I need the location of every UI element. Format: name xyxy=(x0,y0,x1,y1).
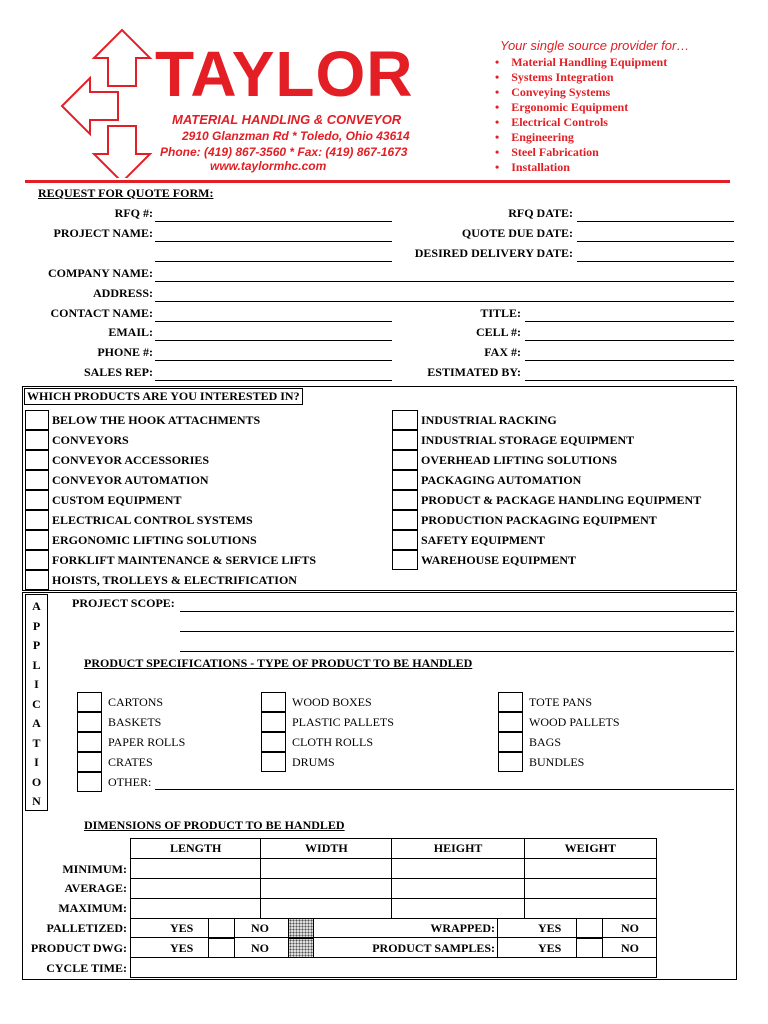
samples-yes: YES xyxy=(538,941,562,955)
product-checkbox[interactable] xyxy=(392,430,418,450)
cycle-time-label: CYCLE TIME: xyxy=(46,961,127,975)
fax-label: FAX #: xyxy=(484,345,521,359)
product-label: ERGONOMIC LIFTING SOLUTIONS xyxy=(52,533,257,547)
palletized-no-checkbox[interactable] xyxy=(288,918,314,938)
product-label: BELOW THE HOOK ATTACHMENTS xyxy=(52,413,261,427)
service-item: • Ergonomic Equipment xyxy=(495,100,629,114)
product-label: CONVEYOR AUTOMATION xyxy=(52,473,209,487)
title-field[interactable] xyxy=(525,321,734,322)
spec-label: BAGS xyxy=(529,735,562,749)
project-name-field-2[interactable] xyxy=(155,261,392,262)
table-row xyxy=(131,879,657,899)
product-checkbox[interactable] xyxy=(392,510,418,530)
spec-label: DRUMS xyxy=(292,755,335,769)
row-label-maximum: MAXIMUM: xyxy=(58,901,127,915)
address-field[interactable] xyxy=(155,301,734,302)
product-checkbox[interactable] xyxy=(25,410,49,430)
estimated-by-label: ESTIMATED BY: xyxy=(427,365,521,379)
product-label: OVERHEAD LIFTING SOLUTIONS xyxy=(421,453,618,467)
product-checkbox[interactable] xyxy=(25,530,49,550)
service-item: • Installation xyxy=(495,160,570,174)
dim-col-header: HEIGHT xyxy=(392,839,524,859)
dim-cell[interactable] xyxy=(131,859,261,879)
quote-due-field[interactable] xyxy=(577,241,734,242)
tagline: Your single source provider for… xyxy=(500,38,690,53)
spec-label: CARTONS xyxy=(108,695,164,709)
side-letter: L xyxy=(32,657,41,672)
spec-label: CRATES xyxy=(108,755,153,769)
product-checkbox[interactable] xyxy=(25,490,49,510)
product-checkbox[interactable] xyxy=(392,450,418,470)
spec-label: WOOD PALLETS xyxy=(529,715,620,729)
dim-cell[interactable] xyxy=(392,859,524,879)
delivery-date-field[interactable] xyxy=(577,261,734,262)
products-heading: WHICH PRODUCTS ARE YOU INTERESTED IN? xyxy=(24,388,303,405)
dwg-yes-checkbox[interactable] xyxy=(208,938,235,958)
dim-cell[interactable] xyxy=(261,859,392,879)
dim-cell[interactable] xyxy=(524,879,656,899)
rfq-number-label: RFQ #: xyxy=(114,206,153,220)
product-checkbox[interactable] xyxy=(392,410,418,430)
dwg-yes: YES xyxy=(170,941,194,955)
side-letter: P xyxy=(32,618,41,633)
product-checkbox[interactable] xyxy=(25,430,49,450)
product-label: WAREHOUSE EQUIPMENT xyxy=(421,553,577,567)
services-list xyxy=(495,55,667,175)
product-checkbox[interactable] xyxy=(392,550,418,570)
table-row xyxy=(131,859,657,879)
product-label: FORKLIFT MAINTENANCE & SERVICE LIFTS xyxy=(52,553,317,567)
palletized-no: NO xyxy=(251,921,269,935)
phone-label: PHONE #: xyxy=(97,345,153,359)
dim-cell[interactable] xyxy=(261,879,392,899)
quote-due-label: QUOTE DUE DATE: xyxy=(461,226,573,240)
product-checkbox[interactable] xyxy=(25,470,49,490)
product-label: HOISTS, TROLLEYS & ELECTRIFICATION xyxy=(52,573,297,587)
project-name-field[interactable] xyxy=(155,241,392,242)
spec-checkbox[interactable] xyxy=(261,712,286,732)
service-item: • Material Handling Equipment xyxy=(495,55,668,69)
product-checkbox[interactable] xyxy=(392,470,418,490)
product-checkbox[interactable] xyxy=(392,490,418,510)
other-field[interactable] xyxy=(155,789,734,790)
side-letter: C xyxy=(32,696,41,711)
product-label: INDUSTRIAL STORAGE EQUIPMENT xyxy=(421,433,635,447)
product-checkbox[interactable] xyxy=(25,570,49,590)
dim-cell[interactable] xyxy=(261,899,392,919)
side-letter: A xyxy=(32,599,41,613)
product-checkbox[interactable] xyxy=(25,450,49,470)
spec-checkbox[interactable] xyxy=(498,732,523,752)
product-label: CONVEYORS xyxy=(52,433,129,447)
service-item: • Steel Fabrication xyxy=(495,145,599,159)
spec-checkbox[interactable] xyxy=(77,732,102,752)
spec-label: WOOD BOXES xyxy=(292,695,372,709)
spec-checkbox[interactable] xyxy=(498,752,523,772)
palletized-yes: YES xyxy=(170,921,194,935)
sales-rep-label: SALES REP: xyxy=(83,365,153,379)
project-name-label: PROJECT NAME: xyxy=(53,226,153,240)
product-label: CONVEYOR ACCESSORIES xyxy=(52,453,210,467)
dim-col-header: WIDTH xyxy=(261,839,392,859)
header-divider xyxy=(25,180,730,183)
spec-label: PAPER ROLLS xyxy=(108,735,186,749)
spec-checkbox[interactable] xyxy=(498,712,523,732)
other-label: OTHER: xyxy=(108,775,152,789)
company-name-label: COMPANY NAME: xyxy=(48,266,153,280)
logo xyxy=(60,28,460,178)
dim-col-header: LENGTH xyxy=(131,839,261,859)
product-label: PACKAGING AUTOMATION xyxy=(421,473,582,487)
dwg-no: NO xyxy=(251,941,269,955)
fax-field[interactable] xyxy=(525,360,734,361)
email-field[interactable] xyxy=(155,340,392,341)
side-letter: I xyxy=(34,755,39,769)
row-label-minimum: MINIMUM: xyxy=(62,862,127,876)
dim-heading: DIMENSIONS OF PRODUCT TO BE HANDLED xyxy=(84,818,345,832)
dwg-no-checkbox[interactable] xyxy=(288,938,314,958)
email-label: EMAIL: xyxy=(108,325,153,339)
project-scope-field-3[interactable] xyxy=(180,651,734,652)
side-letter: P xyxy=(32,638,41,652)
spec-label: BUNDLES xyxy=(529,755,585,769)
product-label: PRODUCTION PACKAGING EQUIPMENT xyxy=(421,513,657,527)
spec-label: BASKETS xyxy=(108,715,162,729)
dim-col-header: WEIGHT xyxy=(524,839,656,859)
product-label: CUSTOM EQUIPMENT xyxy=(52,493,182,507)
product-checkbox[interactable] xyxy=(25,510,49,530)
dim-cell[interactable] xyxy=(524,899,656,919)
product-label: SAFETY EQUIPMENT xyxy=(421,533,545,547)
palletized-yes-checkbox[interactable] xyxy=(208,918,235,938)
title-label: TITLE: xyxy=(480,306,521,320)
address-label: ADDRESS: xyxy=(92,286,153,300)
spec-checkbox[interactable] xyxy=(77,772,102,792)
project-scope-field[interactable] xyxy=(180,611,734,612)
phone-field[interactable] xyxy=(155,360,392,361)
dimensions-table xyxy=(130,838,657,919)
side-letter: T xyxy=(32,735,41,750)
product-label: ELECTRICAL CONTROL SYSTEMS xyxy=(52,513,253,527)
product-checkbox[interactable] xyxy=(392,530,418,550)
spec-checkbox[interactable] xyxy=(498,692,523,712)
spec-label: TOTE PANS xyxy=(529,695,593,709)
contact-name-label: CONTACT NAME: xyxy=(50,306,153,320)
product-label: INDUSTRIAL RACKING xyxy=(421,413,557,427)
table-row xyxy=(131,839,657,859)
rfq-number-field[interactable] xyxy=(155,221,392,222)
spec-checkbox[interactable] xyxy=(77,752,102,772)
service-item: • Electrical Controls xyxy=(495,115,608,129)
spec-checkbox[interactable] xyxy=(77,692,102,712)
palletized-label: PALLETIZED: xyxy=(46,921,127,935)
spec-checkbox[interactable] xyxy=(77,712,102,732)
spec-label: PLASTIC PALLETS xyxy=(292,715,394,729)
row-label-average: AVERAGE: xyxy=(64,881,127,895)
wrapped-label: WRAPPED: xyxy=(430,921,495,935)
side-letter: O xyxy=(31,774,42,789)
wrapped-yes-checkbox[interactable] xyxy=(576,918,603,938)
grid-vline xyxy=(497,918,498,958)
product-checkbox[interactable] xyxy=(25,550,49,570)
rfq-date-field[interactable] xyxy=(577,221,734,222)
spec-label: CLOTH ROLLS xyxy=(292,735,373,749)
delivery-date-label: DESIRED DELIVERY DATE: xyxy=(414,246,573,260)
rfq-date-label: RFQ DATE: xyxy=(508,206,573,220)
samples-yes-checkbox[interactable] xyxy=(576,938,603,958)
cycle-time-field[interactable] xyxy=(130,957,657,978)
company-website: www.taylormhc.com xyxy=(210,159,327,173)
project-scope-field-2[interactable] xyxy=(180,631,734,632)
side-letter: I xyxy=(34,677,39,691)
spec-heading: PRODUCT SPECIFICATIONS - TYPE OF PRODUCT TO BE HANDLED xyxy=(84,656,473,670)
table-row xyxy=(131,899,657,919)
dim-cell[interactable] xyxy=(524,859,656,879)
estimated-by-field[interactable] xyxy=(525,380,734,381)
company-phone-fax: Phone: (419) 867-3560 * Fax: (419) 867-1673 xyxy=(160,145,408,159)
wrapped-yes: YES xyxy=(538,921,562,935)
form-title: REQUEST FOR QUOTE FORM: xyxy=(38,186,214,200)
dim-cell[interactable] xyxy=(131,899,261,919)
dim-cell[interactable] xyxy=(131,879,261,899)
product-label: PRODUCT & PACKAGE HANDLING EQUIPMENT xyxy=(421,493,702,507)
product-dwg-label: PRODUCT DWG: xyxy=(30,941,127,955)
service-item: • Systems Integration xyxy=(495,70,614,84)
service-item: • Conveying Systems xyxy=(495,85,611,99)
company-line: MATERIAL HANDLING & CONVEYOR xyxy=(172,112,402,127)
spec-checkbox[interactable] xyxy=(261,732,286,752)
brand-name: TAYLOR xyxy=(155,38,414,110)
product-samples-label: PRODUCT SAMPLES: xyxy=(372,941,495,955)
samples-no: NO xyxy=(621,941,639,955)
service-item: • Engineering xyxy=(495,130,574,144)
contact-name-field[interactable] xyxy=(155,321,392,322)
project-scope-label: PROJECT SCOPE: xyxy=(72,596,175,610)
spec-checkbox[interactable] xyxy=(261,752,286,772)
spec-checkbox[interactable] xyxy=(261,692,286,712)
dim-cell[interactable] xyxy=(392,899,524,919)
side-letter: A xyxy=(32,716,41,730)
side-letter: N xyxy=(32,794,41,808)
dim-cell[interactable] xyxy=(392,879,524,899)
cell-field[interactable] xyxy=(525,340,734,341)
company-address: 2910 Glanzman Rd * Toledo, Ohio 43614 xyxy=(182,129,410,143)
application-side-letters xyxy=(25,597,48,812)
company-name-field[interactable] xyxy=(155,281,734,282)
wrapped-no: NO xyxy=(621,921,639,935)
cell-label: CELL #: xyxy=(475,325,521,339)
sales-rep-field[interactable] xyxy=(155,380,392,381)
